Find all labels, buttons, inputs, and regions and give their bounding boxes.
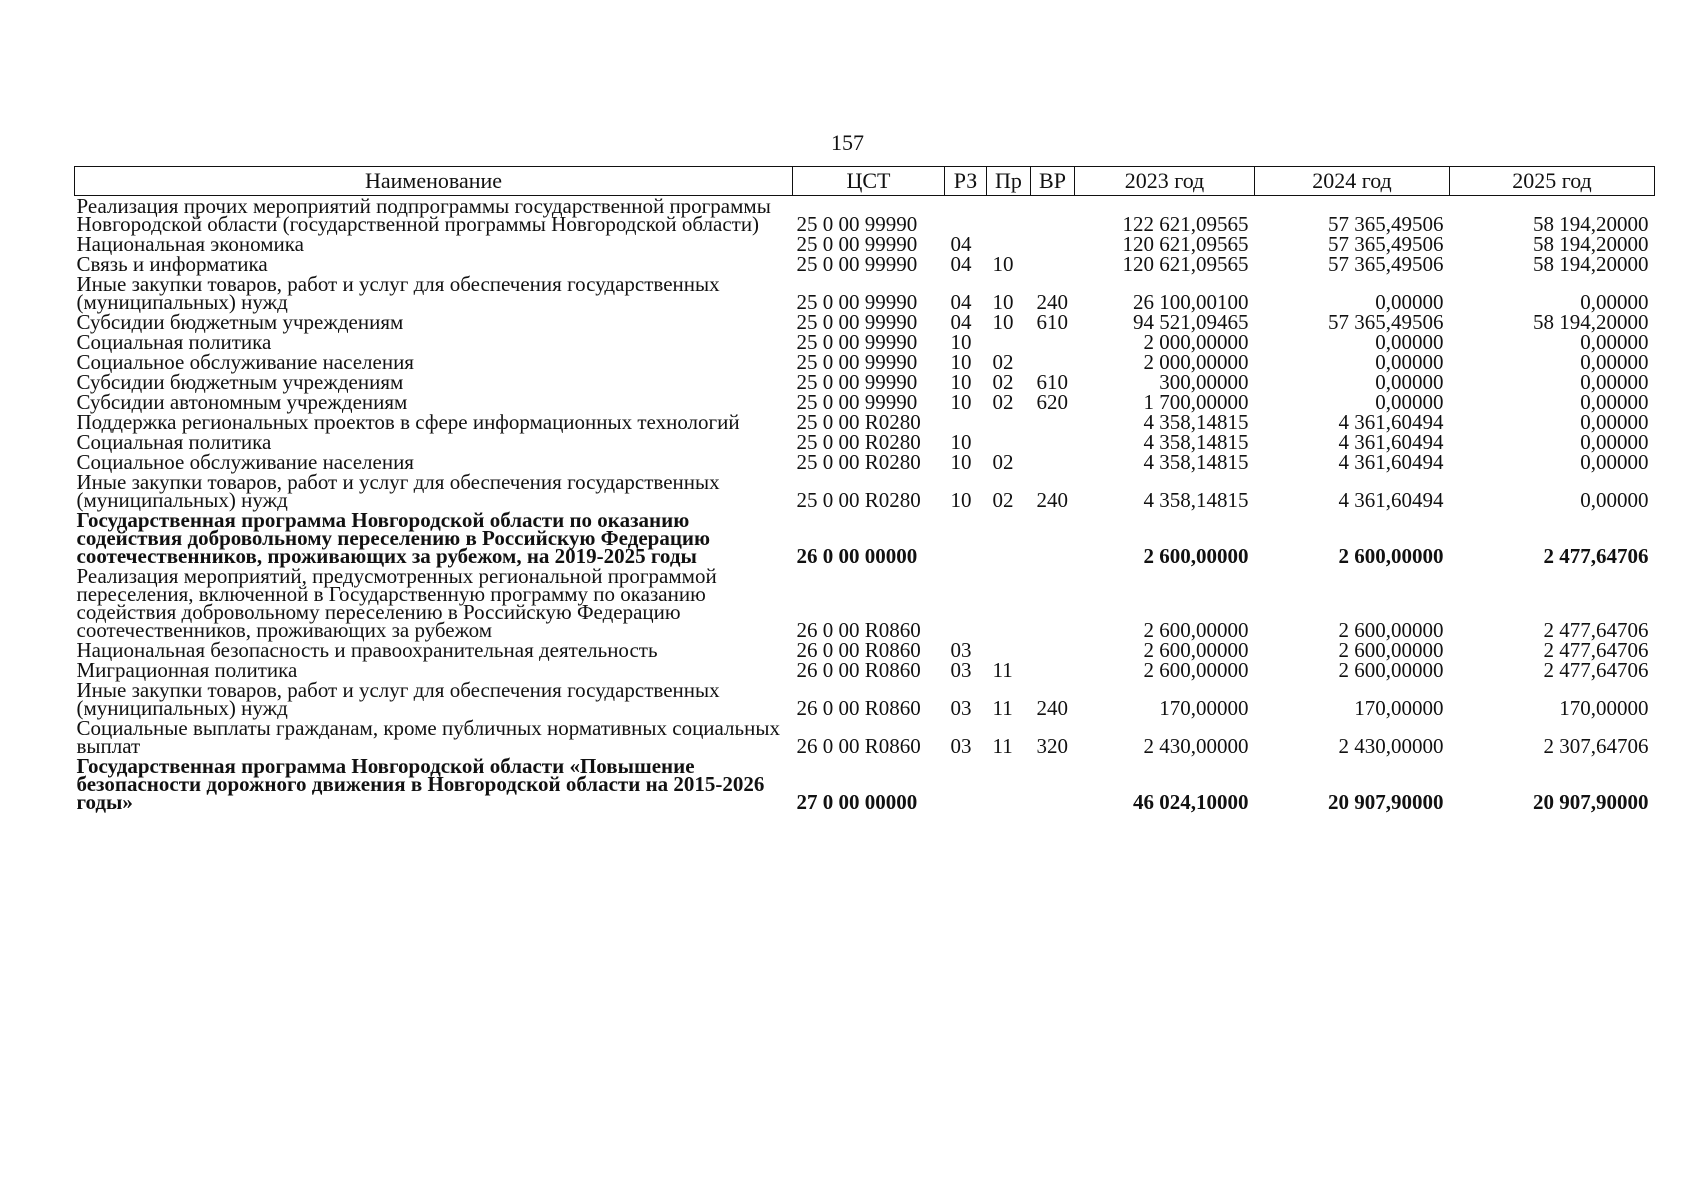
row-2024: 0,00000 — [1375, 370, 1444, 394]
table-header-row — [75, 167, 1655, 196]
row-name: Государственная программа Новгородской области «Повышение безопасности дорожного движения в Новгородской области на 2015-2026 годы» — [76, 754, 765, 814]
row-vr — [1031, 640, 1075, 660]
row-name: Поддержка региональных проектов в сфере информационных технологий — [76, 410, 740, 434]
row-rz: 10 — [950, 450, 972, 474]
row-2024: 0,00000 — [1375, 390, 1444, 414]
row-vr: 240 — [1036, 290, 1068, 314]
table-row — [75, 274, 1655, 312]
row-vr — [1031, 412, 1075, 432]
row-rz: 04 — [950, 310, 972, 334]
row-2025: 0,00000 — [1580, 488, 1649, 512]
row-2023: 94 521,09465 — [1133, 310, 1249, 334]
row-pr — [987, 640, 1031, 660]
row-vr — [1031, 332, 1075, 352]
row-2025: 58 194,20000 — [1533, 212, 1649, 236]
row-2025: 0,00000 — [1580, 330, 1649, 354]
row-rz: 04 — [950, 232, 972, 256]
header-rz: РЗ — [945, 167, 987, 196]
row-vr — [1031, 432, 1075, 452]
row-2025: 2 477,64706 — [1543, 544, 1649, 568]
row-vr: 610 — [1036, 310, 1068, 334]
row-cst: 25 0 00 99990 — [796, 252, 918, 276]
row-2024: 0,00000 — [1375, 290, 1444, 314]
row-cst: 26 0 00 R0860 — [796, 618, 921, 642]
row-2024: 2 600,00000 — [1338, 618, 1444, 642]
row-pr: 11 — [992, 658, 1013, 682]
row-2024: 57 365,49506 — [1328, 212, 1444, 236]
row-name: Социальная политика — [76, 330, 272, 354]
row-pr — [987, 566, 1031, 640]
row-pr: 10 — [992, 310, 1014, 334]
row-pr: 11 — [992, 696, 1013, 720]
header-2023: 2023 год — [1075, 167, 1255, 196]
row-rz: 10 — [950, 488, 972, 512]
row-cst: 25 0 00 R0280 — [796, 450, 921, 474]
row-2025: 20 907,90000 — [1533, 790, 1649, 814]
row-2023: 120 621,09565 — [1122, 252, 1249, 276]
row-pr: 11 — [992, 734, 1013, 758]
table-row — [75, 756, 1655, 812]
row-2025: 2 477,64706 — [1543, 638, 1649, 662]
row-2024: 0,00000 — [1375, 350, 1444, 374]
row-name: Социальные выплаты гражданам, кроме публичных нормативных социальных выплат — [76, 716, 780, 758]
table-row — [75, 312, 1655, 332]
row-rz: 04 — [950, 290, 972, 314]
row-vr: 610 — [1036, 370, 1068, 394]
row-cst: 26 0 00 R0860 — [796, 658, 921, 682]
row-rz: 04 — [950, 252, 972, 276]
row-rz: 10 — [950, 390, 972, 414]
row-pr — [987, 412, 1031, 432]
row-name: Субсидии бюджетным учреждениям — [76, 310, 404, 334]
row-2023: 4 358,14815 — [1143, 430, 1249, 454]
row-rz: 10 — [950, 370, 972, 394]
table-row — [75, 432, 1655, 452]
row-name: Субсидии бюджетным учреждениям — [76, 370, 404, 394]
row-rz — [945, 510, 987, 566]
table-row — [75, 452, 1655, 472]
budget-table — [74, 166, 1655, 812]
row-name: Миграционная политика — [76, 658, 298, 682]
table-row — [75, 392, 1655, 412]
table-row — [75, 472, 1655, 510]
table-row — [75, 372, 1655, 392]
header-vr: ВР — [1031, 167, 1075, 196]
page-number: 157 — [831, 130, 864, 155]
row-2023: 26 100,00100 — [1133, 290, 1249, 314]
row-2025: 0,00000 — [1580, 390, 1649, 414]
row-2025: 58 194,20000 — [1533, 310, 1649, 334]
row-2023: 2 600,00000 — [1143, 544, 1249, 568]
row-pr — [987, 234, 1031, 254]
row-2023: 120 621,09565 — [1122, 232, 1249, 256]
row-2024: 170,00000 — [1354, 696, 1444, 720]
row-pr — [987, 756, 1031, 812]
row-name: Национальная экономика — [76, 232, 304, 256]
table-row — [75, 196, 1655, 235]
row-2024: 20 907,90000 — [1328, 790, 1444, 814]
row-name: Социальное обслуживание населения — [76, 350, 414, 374]
row-2025: 58 194,20000 — [1533, 252, 1649, 276]
row-pr — [987, 510, 1031, 566]
row-2024: 4 361,60494 — [1338, 450, 1444, 474]
row-name: Социальная политика — [76, 430, 272, 454]
row-rz — [945, 196, 987, 235]
table-row — [75, 352, 1655, 372]
row-2025: 58 194,20000 — [1533, 232, 1649, 256]
row-vr: 240 — [1036, 696, 1068, 720]
row-2025: 0,00000 — [1580, 370, 1649, 394]
row-vr: 320 — [1036, 734, 1068, 758]
row-2024: 57 365,49506 — [1328, 232, 1444, 256]
header-cst: ЦСТ — [793, 167, 945, 196]
table-row — [75, 680, 1655, 718]
row-vr — [1031, 352, 1075, 372]
row-pr: 10 — [992, 252, 1014, 276]
row-2023: 4 358,14815 — [1143, 488, 1249, 512]
row-rz: 10 — [950, 430, 972, 454]
row-2024: 2 600,00000 — [1338, 544, 1444, 568]
row-2023: 2 600,00000 — [1143, 638, 1249, 662]
header-pr: Пр — [987, 167, 1031, 196]
row-cst: 25 0 00 99990 — [796, 290, 918, 314]
row-2023: 2 600,00000 — [1143, 658, 1249, 682]
row-cst: 25 0 00 R0280 — [796, 410, 921, 434]
row-2024: 57 365,49506 — [1328, 310, 1444, 334]
row-2023: 4 358,14815 — [1143, 410, 1249, 434]
table-row — [75, 640, 1655, 660]
row-2025: 0,00000 — [1580, 350, 1649, 374]
header-2024: 2024 год — [1255, 167, 1450, 196]
row-cst: 26 0 00 R0860 — [796, 638, 921, 662]
row-name: Реализация мероприятий, предусмотренных региональной программой переселения, включенной в Государственную программу по оказанию содействия добровольному переселению в Российскую Федерацию соотечественников, проживающих за рубежом — [76, 564, 717, 642]
row-2023: 1 700,00000 — [1143, 390, 1249, 414]
row-vr: 620 — [1036, 390, 1068, 414]
row-name: Иные закупки товаров, работ и услуг для обеспечения государственных (муниципальных) нужд — [76, 272, 720, 314]
row-2023: 46 024,10000 — [1133, 790, 1249, 814]
row-cst: 25 0 00 99990 — [796, 232, 918, 256]
row-2023: 2 600,00000 — [1143, 618, 1249, 642]
table-row — [75, 332, 1655, 352]
row-rz: 10 — [950, 330, 972, 354]
row-rz: 03 — [950, 696, 972, 720]
row-pr — [987, 332, 1031, 352]
row-cst: 25 0 00 R0280 — [796, 488, 921, 512]
row-2024: 2 600,00000 — [1338, 658, 1444, 682]
row-2024: 4 361,60494 — [1338, 410, 1444, 434]
row-cst: 25 0 00 99990 — [796, 212, 918, 236]
row-cst: 26 0 00 00000 — [796, 544, 918, 568]
row-rz: 03 — [950, 734, 972, 758]
row-pr: 02 — [992, 370, 1014, 394]
row-rz: 03 — [950, 658, 972, 682]
row-rz: 03 — [950, 638, 972, 662]
header-2025: 2025 год — [1450, 167, 1655, 196]
row-2023: 122 621,09565 — [1122, 212, 1249, 236]
row-name: Связь и информатика — [76, 252, 268, 276]
row-2025: 2 477,64706 — [1543, 658, 1649, 682]
row-cst: 26 0 00 R0860 — [796, 734, 921, 758]
row-2023: 4 358,14815 — [1143, 450, 1249, 474]
row-rz — [945, 756, 987, 812]
row-2024: 4 361,60494 — [1338, 430, 1444, 454]
row-2024: 2 430,00000 — [1338, 734, 1444, 758]
row-2024: 57 365,49506 — [1328, 252, 1444, 276]
table-row — [75, 412, 1655, 432]
table-body — [75, 196, 1655, 813]
row-rz: 10 — [950, 350, 972, 374]
row-vr — [1031, 234, 1075, 254]
row-vr — [1031, 510, 1075, 566]
row-2025: 170,00000 — [1559, 696, 1649, 720]
row-pr — [987, 432, 1031, 452]
row-name: Субсидии автономным учреждениям — [76, 390, 408, 414]
row-cst: 25 0 00 99990 — [796, 310, 918, 334]
table-row — [75, 718, 1655, 756]
row-cst: 25 0 00 99990 — [796, 370, 918, 394]
row-2025: 2 307,64706 — [1543, 734, 1649, 758]
row-2023: 2 000,00000 — [1143, 350, 1249, 374]
row-2023: 170,00000 — [1159, 696, 1249, 720]
row-2025: 0,00000 — [1580, 290, 1649, 314]
row-pr: 02 — [992, 350, 1014, 374]
row-vr — [1031, 756, 1075, 812]
header-name: Наименование — [75, 167, 793, 196]
row-cst: 27 0 00 00000 — [796, 790, 918, 814]
row-2024: 2 600,00000 — [1338, 638, 1444, 662]
row-2023: 2 430,00000 — [1143, 734, 1249, 758]
row-2025: 0,00000 — [1580, 430, 1649, 454]
row-2025: 0,00000 — [1580, 450, 1649, 474]
row-pr: 10 — [992, 290, 1014, 314]
row-pr — [987, 196, 1031, 235]
row-name: Государственная программа Новгородской области по оказанию содействия добровольному переселению в Российскую Федерацию соотечественников, проживающих за рубежом, на 2019-2025 годы — [76, 508, 711, 568]
row-vr — [1031, 566, 1075, 640]
row-2023: 2 000,00000 — [1143, 330, 1249, 354]
row-2023: 300,00000 — [1159, 370, 1249, 394]
row-pr: 02 — [992, 450, 1014, 474]
row-cst: 26 0 00 R0860 — [796, 696, 921, 720]
row-cst: 25 0 00 99990 — [796, 350, 918, 374]
row-vr — [1031, 660, 1075, 680]
row-rz — [945, 566, 987, 640]
row-2024: 0,00000 — [1375, 330, 1444, 354]
table-row — [75, 660, 1655, 680]
row-name: Иные закупки товаров, работ и услуг для обеспечения государственных (муниципальных) нужд — [76, 678, 720, 720]
row-2025: 2 477,64706 — [1543, 618, 1649, 642]
table-row — [75, 510, 1655, 566]
row-2025: 0,00000 — [1580, 410, 1649, 434]
row-cst: 25 0 00 99990 — [796, 390, 918, 414]
table-row — [75, 566, 1655, 640]
row-2024: 4 361,60494 — [1338, 488, 1444, 512]
row-vr — [1031, 254, 1075, 274]
row-rz — [945, 412, 987, 432]
table-row — [75, 254, 1655, 274]
row-vr — [1031, 196, 1075, 235]
row-name: Социальное обслуживание населения — [76, 450, 414, 474]
row-name: Иные закупки товаров, работ и услуг для обеспечения государственных (муниципальных) нужд — [76, 470, 720, 512]
row-vr — [1031, 452, 1075, 472]
row-name: Реализация прочих мероприятий подпрограммы государственной программы Новгородской области (государственной программы Новгородской области) — [76, 194, 771, 236]
row-name: Национальная безопасность и правоохранительная деятельность — [76, 638, 658, 662]
row-cst: 25 0 00 R0280 — [796, 430, 921, 454]
table-row — [75, 234, 1655, 254]
row-pr: 02 — [992, 488, 1014, 512]
row-pr: 02 — [992, 390, 1014, 414]
row-cst: 25 0 00 99990 — [796, 330, 918, 354]
row-vr: 240 — [1036, 488, 1068, 512]
